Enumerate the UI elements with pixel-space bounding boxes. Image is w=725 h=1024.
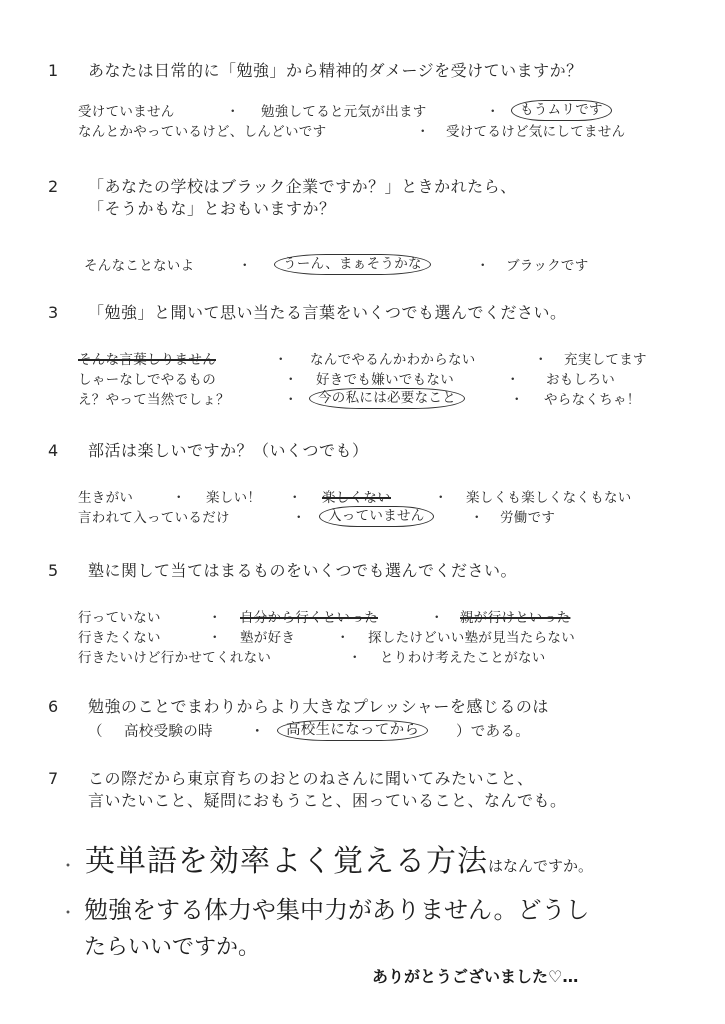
handwritten-answer-line-2 [60,890,589,925]
option-selected[interactable]: 今の私には必要なこと [309,388,465,409]
option[interactable]: 楽しくも楽しくなくもない [466,490,632,506]
option-separator: ・ [172,490,186,506]
question-number: 4 [48,441,59,460]
option[interactable]: え？やって当然でしょ？ [78,392,230,408]
answer-text: 勉強をする体力や集中力がありません。どうし [84,896,590,924]
thanks-message: ありがとうございました♡… [372,967,579,986]
option-separator: ・ [274,352,288,368]
option-separator: ・ [506,372,520,388]
option[interactable]: 探したけどいい塾が見当たらない [368,630,575,646]
question-text: この際だから東京育ちのおとのねさんに聞いてみたいこと、 [88,769,534,788]
option-struck[interactable]: 楽しくない [322,490,391,506]
question-number: 7 [48,769,59,788]
bullet: ・ [60,903,77,922]
option-selected[interactable]: 入っていません [319,506,434,527]
question-text: 「そうかもな」とおもいますか？ [88,199,336,218]
option[interactable]: 受けていません [78,104,175,120]
option[interactable]: しゃーなしでやるもの [78,372,216,388]
answer-text: たらいいですか。 [84,935,261,960]
option[interactable]: 楽しい！ [206,490,262,506]
question-text: 部活は楽しいですか？（いくつでも） [88,441,369,460]
option-separator: ・ [416,124,430,140]
option[interactable]: やらなくちゃ！ [544,392,641,408]
question-number: 6 [48,697,59,716]
question-number: 1 [48,61,59,80]
q1-options [78,102,705,142]
question-text: 塾に関して当てはまるものをいくつでも選んでください。 [88,561,518,580]
option-separator: ・ [288,490,302,506]
option[interactable]: 好きでも嫌いでもない [316,372,454,388]
question-text: 「勉強」と聞いて思い当たる言葉をいくつでも選んでください。 [88,303,567,322]
answer-text-small: はなんですか。 [488,857,594,875]
option-separator: ・ [534,352,548,368]
question-text: あなたは日常的に「勉強」から精神的ダメージを受けていますか？ [88,61,583,80]
option[interactable]: 行きたくない [78,630,161,646]
option[interactable]: 行きたいけど行かせてくれない [78,650,272,666]
option-struck[interactable]: そんな言葉しりません [78,352,216,368]
question-number: 3 [48,303,59,322]
option[interactable]: 労働です [500,510,556,526]
option-separator: ・ [292,510,306,526]
option[interactable]: 勉強してると元気が出ます [261,104,427,120]
option[interactable]: なんとかやっているけど、しんどいです [78,124,327,140]
question-number: 5 [48,561,59,580]
option-separator: ・ [476,258,490,274]
option-separator: ・ [238,258,252,274]
option-separator: ・ [226,104,240,120]
option[interactable]: とりわけ考えたことがない [380,650,546,666]
option-struck[interactable]: 自分から行くといった [240,610,378,626]
option-selected[interactable]: うーん、まぁそうかな [274,254,431,275]
option[interactable]: ブラックです [506,258,589,274]
option[interactable]: 高校受験の時 [124,724,213,740]
option-separator: ・ [250,724,265,740]
option[interactable]: そんなことないよ [84,258,195,274]
option[interactable]: 生きがい [78,490,134,506]
option-separator: ・ [336,630,350,646]
option-separator: ・ [284,372,298,388]
option[interactable]: 言われて入っているだけ [78,510,230,526]
option-separator: ・ [486,104,500,120]
bullet: ・ [60,856,78,875]
option-separator: ・ [284,392,298,408]
option-selected[interactable]: もうムリです [511,100,612,121]
option[interactable]: 受けてるけど気にしてません [446,124,626,140]
question-text: 「あなたの学校はブラック企業ですか？」ときかれたら、 [88,177,517,196]
q2-options [78,256,705,276]
answer-text: 英単語を効率よく覚える方法 [85,844,489,879]
option-separator: ・ [430,610,444,626]
q6-options [78,722,705,742]
option-selected[interactable]: 高校生になってから [277,720,428,741]
option-separator: ・ [208,630,222,646]
question-number: 2 [48,177,59,196]
q3-options [78,350,705,410]
q4-options [78,488,705,528]
option-separator: ・ [470,510,484,526]
question-text: 勉強のことでまわりからより大きなプレッシャーを感じるのは [88,697,549,716]
option[interactable]: おもしろい [546,372,615,388]
option-struck[interactable]: 親が行けといった [460,610,571,626]
option[interactable]: なんでやるんかわからない [310,352,476,368]
handwritten-answer-line-1 [60,836,593,880]
option[interactable]: 充実してます [564,352,647,368]
option-separator: ・ [434,490,448,506]
question-text: 言いたいこと、疑問におもうこと、困っていること、なんでも。 [88,791,567,810]
handwritten-answer-line-3 [84,930,260,961]
option-separator: ・ [510,392,524,408]
q5-options [78,608,705,668]
option-separator: ・ [348,650,362,666]
open-paren: （ [88,724,103,740]
option[interactable]: 行っていない [78,610,161,626]
option-separator: ・ [208,610,222,626]
option[interactable]: 塾が好き [240,630,296,646]
close-text: ）である。 [456,724,530,740]
